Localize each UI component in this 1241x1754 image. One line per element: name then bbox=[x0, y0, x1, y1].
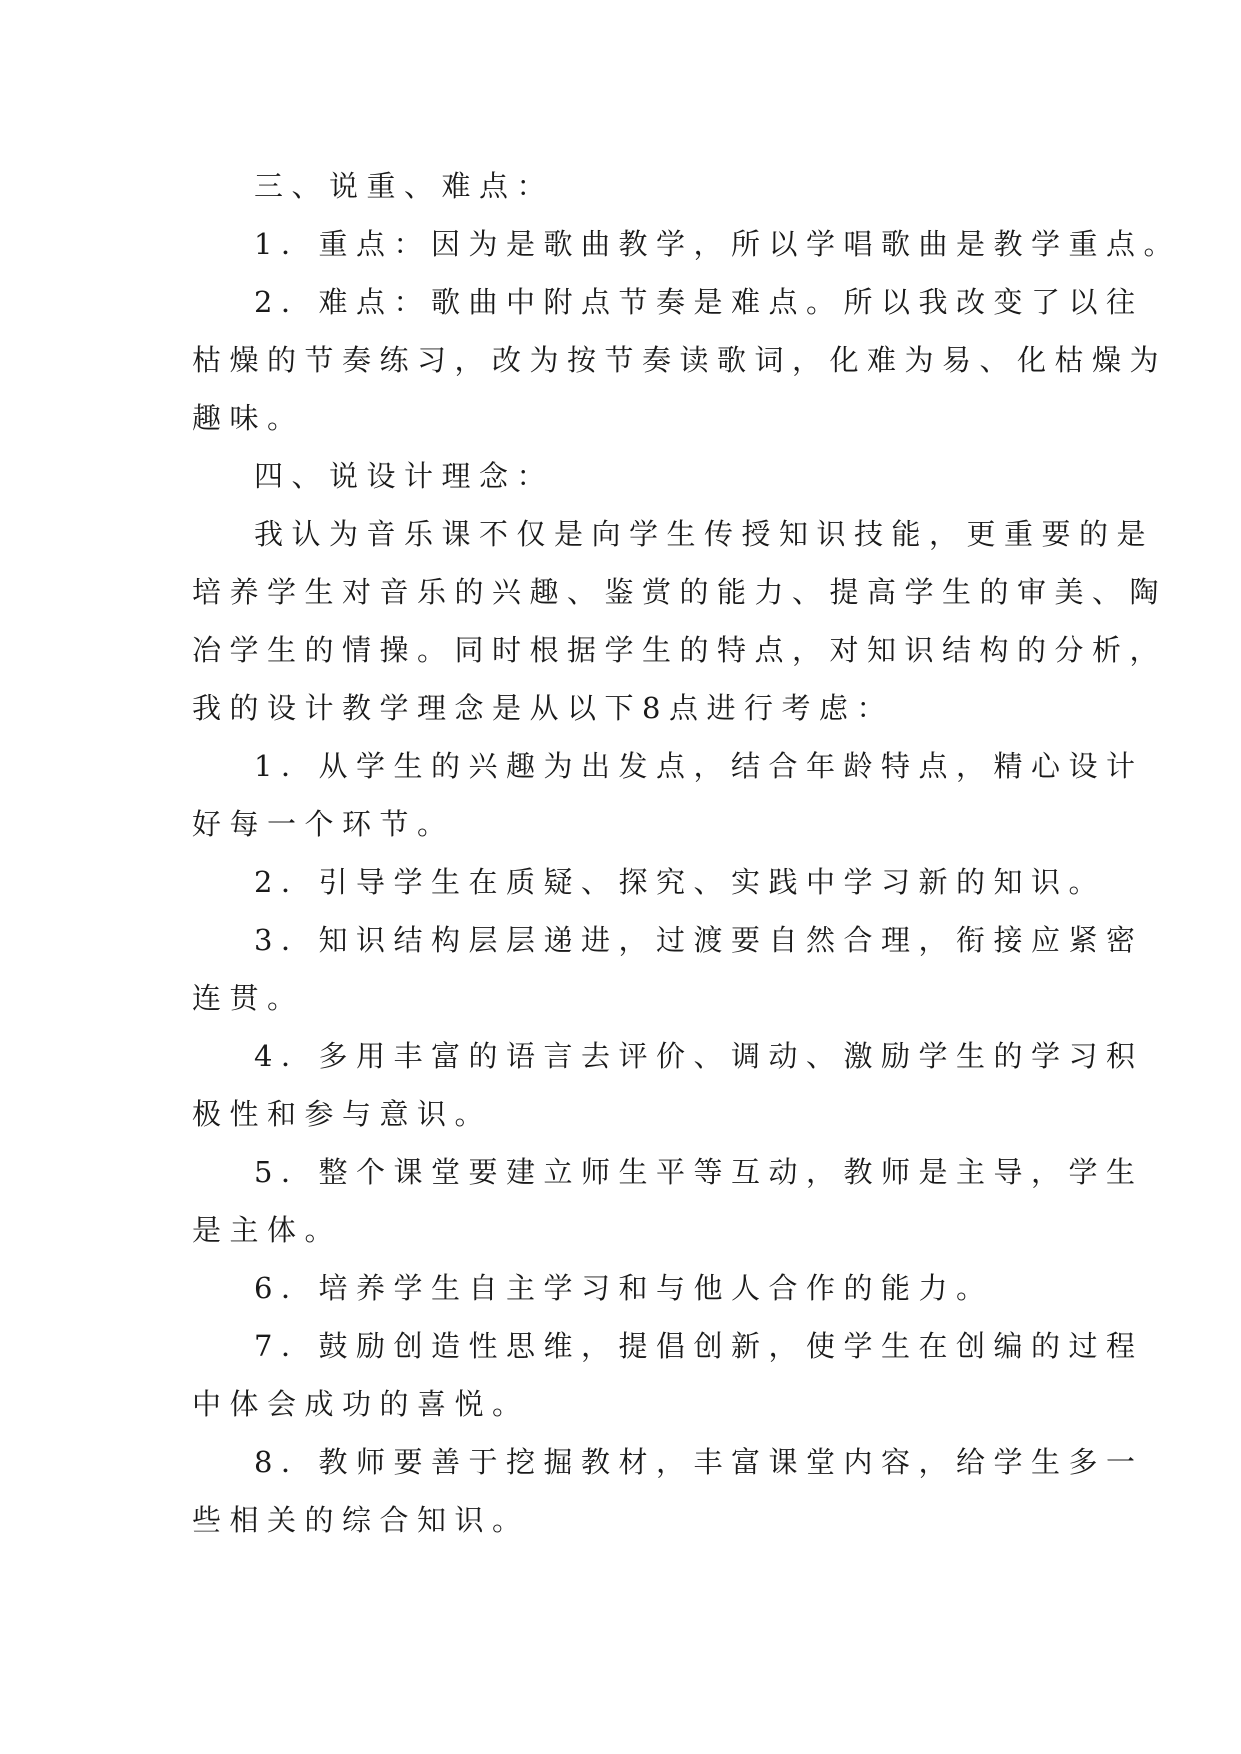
list-item-line: 3．知识结构层层递进，过渡要自然合理，衔接应紧密 bbox=[254, 923, 1144, 957]
list-item-line: 2．引导学生在质疑、探究、实践中学习新的知识。 bbox=[254, 865, 1106, 899]
list-item-line: 好每一个环节。 bbox=[192, 807, 455, 841]
paragraph-line: 2．难点：歌曲中附点节奏是难点。所以我改变了以往 bbox=[254, 285, 1144, 319]
list-item-line: 是主体。 bbox=[192, 1213, 343, 1247]
section-heading-key-points: 三、说重、难点： bbox=[254, 169, 555, 203]
paragraph-line: 枯燥的节奏练习，改为按节奏读歌词，化难为易、化枯燥为 bbox=[192, 343, 1168, 377]
list-item-line: 8．教师要善于挖掘教材，丰富课堂内容，给学生多一 bbox=[254, 1445, 1144, 1479]
list-item-line: 连贯。 bbox=[192, 981, 305, 1015]
list-item-line: 些相关的综合知识。 bbox=[192, 1503, 530, 1537]
paragraph-line: 1．重点：因为是歌曲教学，所以学唱歌曲是教学重点。 bbox=[254, 227, 1181, 261]
paragraph-line: 培养学生对音乐的兴趣、鉴赏的能力、提高学生的审美、陶 bbox=[192, 575, 1168, 609]
section-heading-design-concept: 四、说设计理念： bbox=[254, 459, 555, 493]
list-item-line: 中体会成功的喜悦。 bbox=[192, 1387, 530, 1421]
paragraph-line: 我认为音乐课不仅是向学生传授知识技能，更重要的是 bbox=[254, 517, 1155, 551]
paragraph-line: 趣味。 bbox=[192, 401, 305, 435]
list-item-line: 5．整个课堂要建立师生平等互动，教师是主导，学生 bbox=[254, 1155, 1144, 1189]
paragraph-line: 冶学生的情操。同时根据学生的特点，对知识结构的分析， bbox=[192, 633, 1168, 667]
list-item-line: 7．鼓励创造性思维，提倡创新，使学生在创编的过程 bbox=[254, 1329, 1144, 1363]
list-item-line: 4．多用丰富的语言去评价、调动、激励学生的学习积 bbox=[254, 1039, 1144, 1073]
paragraph-line: 我的设计教学理念是从以下8点进行考虑： bbox=[192, 691, 894, 725]
list-item-line: 6．培养学生自主学习和与他人合作的能力。 bbox=[254, 1271, 994, 1305]
list-item-line: 极性和参与意识。 bbox=[192, 1097, 493, 1131]
list-item-line: 1．从学生的兴趣为出发点，结合年龄特点，精心设计 bbox=[254, 749, 1144, 783]
